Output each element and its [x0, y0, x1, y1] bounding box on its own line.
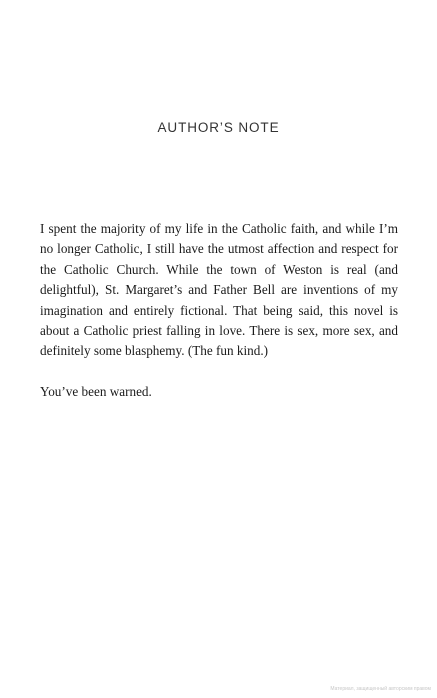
note-body	[40, 219, 398, 423]
copyright-watermark: Материал, защищенный авторским правом	[330, 686, 431, 692]
note-paragraph: You’ve been warned.	[40, 384, 152, 400]
note-paragraph: I spent the majority of my life in the Catholic faith, and while I’m no longer Catholic, I still have the utmost affection and respect for the Catholic Church. While the town of Weston is real (and delightful), St. Margaret’s and Father Bell are inventions of my imagination and entirely fictional. That being said, this novel is about a Catholic priest falling in love. There is sex, more sex, and definitely some blasphemy. (The fun kind.)	[40, 221, 398, 359]
page-heading: AUTHOR’S NOTE	[157, 120, 280, 135]
